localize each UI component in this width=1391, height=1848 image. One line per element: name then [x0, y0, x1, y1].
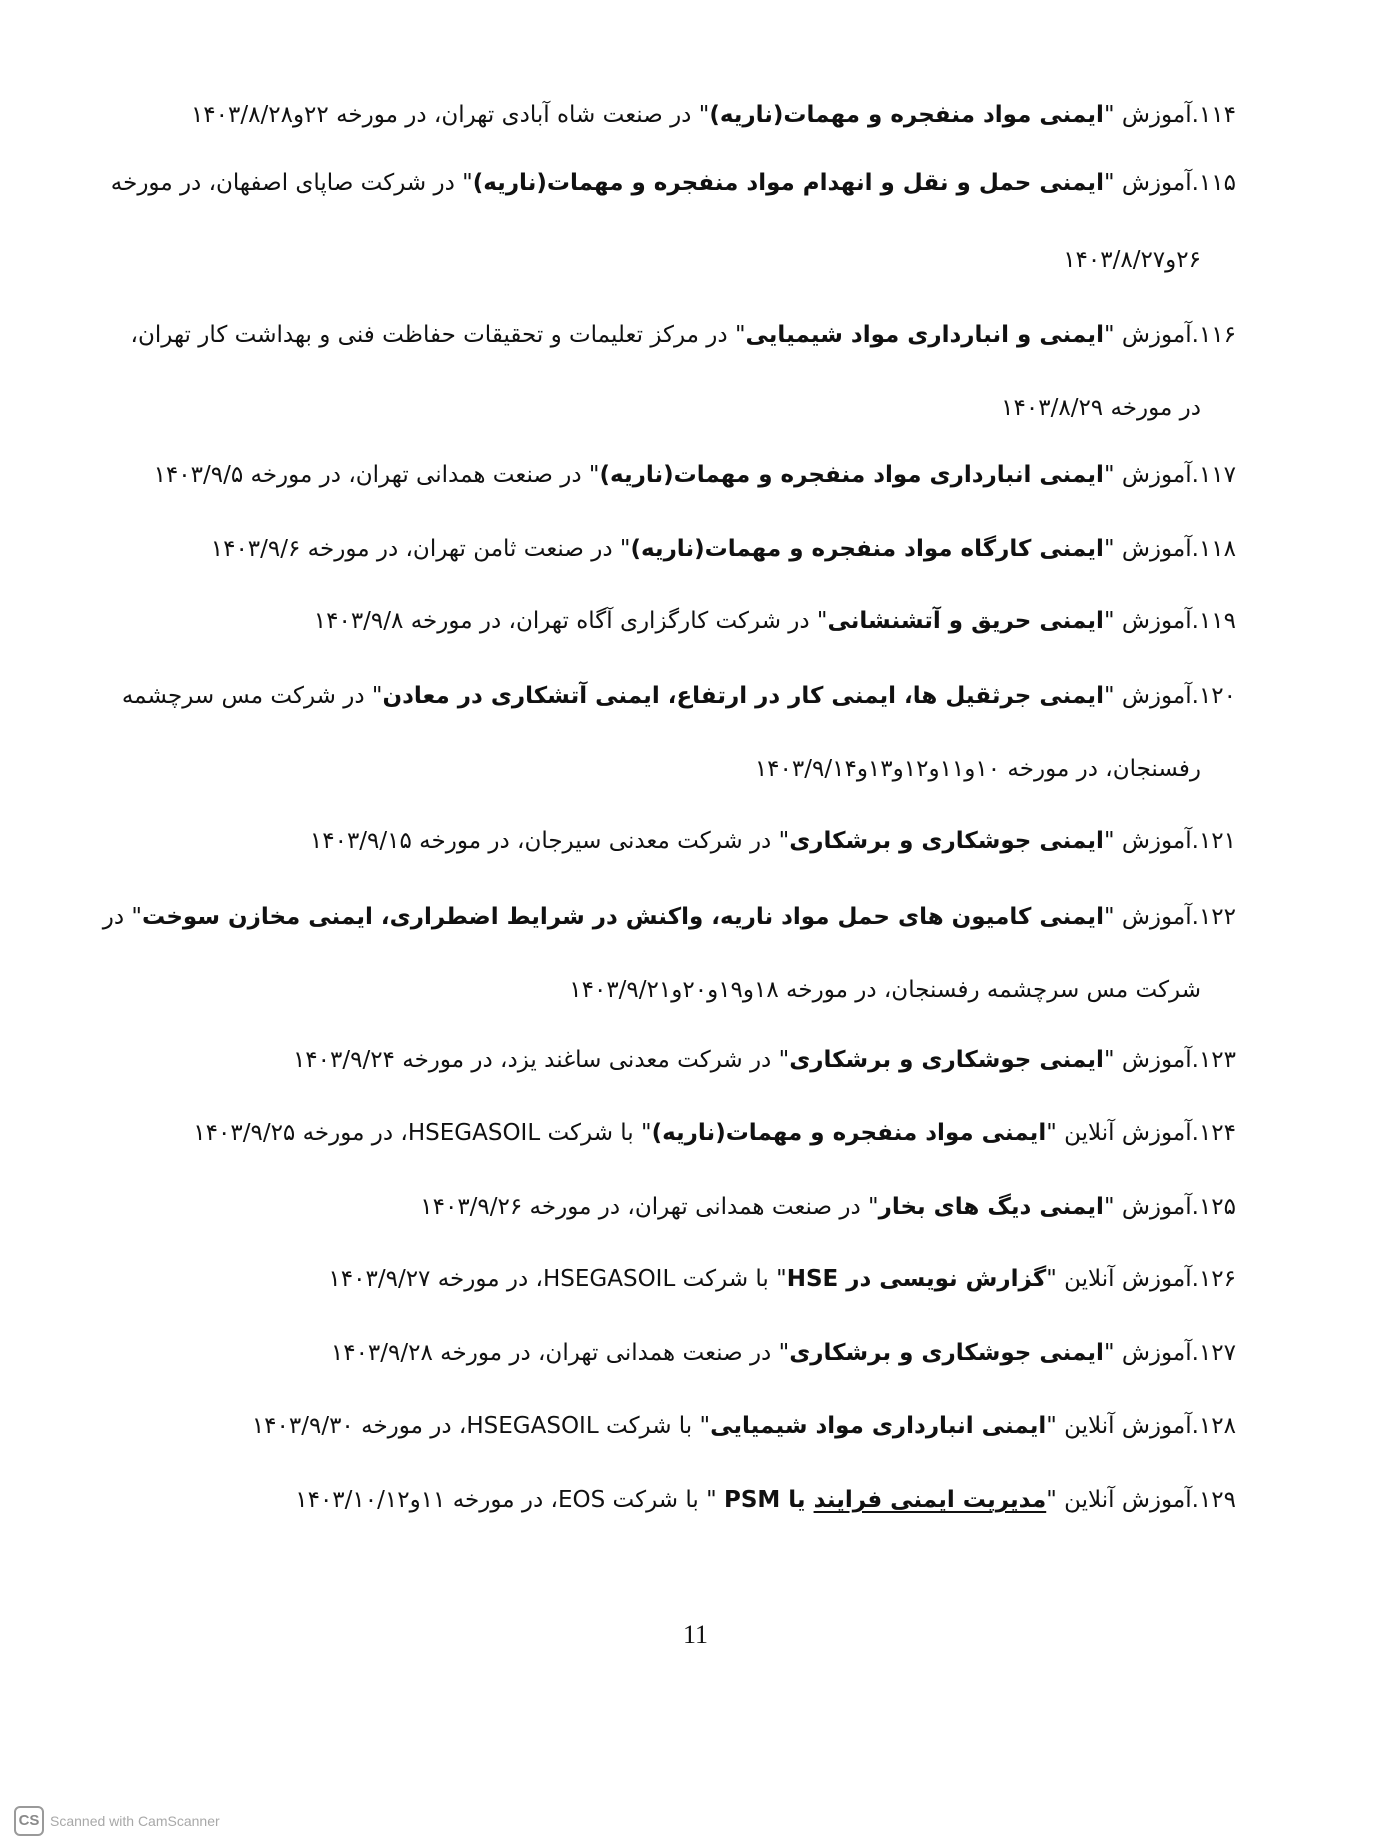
item-details: " در شرکت صاپای اصفهان، در مورخه — [110, 170, 473, 196]
course-title: ایمنی جوشکاری و برشکاری — [789, 828, 1104, 854]
list-item-122-continuation: شرکت مس سرچشمه رفسنجان، در مورخه ۱۸و۱۹و۲۰و۱۴۰۳/۹/۲۱ — [569, 977, 1201, 1003]
list-item-120 — [122, 681, 1236, 711]
list-item-116 — [131, 320, 1236, 350]
item-details: " در صنعت همدانی تهران، در مورخه ۱۴۰۳/۹/۲۶ — [420, 1194, 879, 1220]
item-prefix: آموزش " — [1103, 462, 1192, 488]
item-prefix: آموزش آنلاین " — [1046, 1120, 1192, 1146]
item-details: " در مرکز تعلیمات و تحقیقات حفاظت فنی و بهداشت کار تهران، — [130, 322, 746, 348]
course-title: ایمنی مواد منفجره و مهمات(ناریه) — [651, 1120, 1047, 1146]
list-item-114 — [191, 100, 1236, 130]
list-item-129 — [295, 1485, 1236, 1515]
item-details: " در صنعت همدانی تهران، در مورخه ۱۴۰۳/۹/۲۸ — [330, 1340, 790, 1366]
course-title-underlined: مدیریت ایمنی فرایند — [813, 1487, 1047, 1513]
list-item-128 — [252, 1411, 1236, 1441]
camscanner-watermark: Scanned with CamScanner — [50, 1813, 220, 1829]
item-number: ۱۲۳. — [1191, 1047, 1236, 1073]
list-item-122 — [103, 902, 1236, 932]
item-number: ۱۱۶. — [1191, 322, 1236, 348]
item-number: ۱۱۷. — [1191, 462, 1236, 488]
course-title: ایمنی دیگ های بخار — [878, 1194, 1104, 1220]
item-prefix: آموزش " — [1103, 828, 1192, 854]
item-details: " در شرکت معدنی ساغند یزد، در مورخه ۱۴۰۳/۹/۲۴ — [292, 1047, 790, 1073]
item-prefix: آموزش " — [1103, 1340, 1192, 1366]
item-details: " با شرکت HSEGASOIL، در مورخه ۱۴۰۳/۹/۲۵ — [193, 1120, 652, 1146]
item-details: " در شرکت مس سرچشمه — [121, 683, 383, 709]
item-number: ۱۲۲. — [1191, 904, 1236, 930]
item-details: " در صنعت ثامن تهران، در مورخه ۱۴۰۳/۹/۶ — [210, 536, 631, 562]
course-title: یا PSM — [723, 1487, 814, 1513]
list-item-124 — [193, 1118, 1236, 1148]
list-item-118 — [211, 534, 1236, 564]
item-prefix: آموزش " — [1103, 904, 1192, 930]
list-item-123 — [293, 1045, 1236, 1075]
course-title: ایمنی جوشکاری و برشکاری — [789, 1340, 1104, 1366]
list-item-126 — [328, 1264, 1236, 1294]
item-number: ۱۲۸. — [1191, 1413, 1236, 1439]
item-prefix: آموزش " — [1103, 1194, 1192, 1220]
item-number: ۱۲۵. — [1191, 1194, 1236, 1220]
item-number: ۱۱۸. — [1191, 536, 1236, 562]
course-title: گزارش نویسی در HSE — [786, 1266, 1047, 1292]
list-item-116-continuation: در مورخه ۱۴۰۳/۸/۲۹ — [1001, 395, 1201, 421]
item-details: " با شرکت HSEGASOIL، در مورخه ۱۴۰۳/۹/۲۷ — [328, 1266, 787, 1292]
item-number: ۱۲۴. — [1191, 1120, 1236, 1146]
list-item-120-continuation: رفسنجان، در مورخه ۱۰و۱۱و۱۲و۱۳و۱۴۰۳/۹/۱۴ — [754, 756, 1201, 782]
camscanner-logo-icon: CS — [14, 1806, 44, 1836]
course-title: ایمنی مواد منفجره و مهمات(ناریه) — [709, 102, 1104, 128]
item-prefix: آموزش " — [1103, 1047, 1192, 1073]
item-prefix: آموزش آنلاین " — [1046, 1266, 1192, 1292]
item-prefix: آموزش " — [1103, 170, 1192, 196]
item-details: " در شرکت کارگزاری آگاه تهران، در مورخه ۱۴۰۳/۹/۸ — [313, 608, 828, 634]
item-details: " با شرکت HSEGASOIL، در مورخه ۱۴۰۳/۹/۳۰ — [251, 1413, 711, 1439]
item-prefix: آموزش " — [1103, 102, 1192, 128]
item-number: ۱۲۹. — [1191, 1487, 1236, 1513]
course-title: ایمنی جرثقیل ها، ایمنی کار در ارتفاع، ایمنی آتشکاری در معادن — [382, 683, 1104, 709]
page-number: 11 — [682, 1620, 709, 1649]
course-title: ایمنی حمل و نقل و انهدام مواد منفجره و مهمات(ناریه) — [472, 170, 1104, 196]
course-title: ایمنی و انبارداری مواد شیمیایی — [745, 322, 1104, 348]
item-details: " در صنعت شاه آبادی تهران، در مورخه ۲۲و۱۴۰۳/۸/۲۸ — [190, 102, 710, 128]
item-prefix: آموزش " — [1103, 536, 1192, 562]
item-number: ۱۲۷. — [1191, 1340, 1236, 1366]
course-title: ایمنی انبارداری مواد منفجره و مهمات(ناریه) — [599, 462, 1104, 488]
list-item-121 — [310, 826, 1236, 856]
item-details: " در — [102, 904, 142, 930]
course-title: ایمنی کارگاه مواد منفجره و مهمات(ناریه) — [630, 536, 1104, 562]
list-item-117 — [154, 460, 1236, 490]
list-item-119 — [314, 606, 1236, 636]
item-number: ۱۲۶. — [1191, 1266, 1236, 1292]
item-prefix: آموزش " — [1103, 608, 1192, 634]
item-prefix: آموزش " — [1103, 322, 1192, 348]
course-title: ایمنی جوشکاری و برشکاری — [789, 1047, 1104, 1073]
course-title: ایمنی کامیون های حمل مواد ناریه، واکنش در شرایط اضطراری، ایمنی مخازن سوخت — [141, 904, 1104, 930]
list-item-115 — [111, 168, 1236, 198]
item-prefix: آموزش آنلاین " — [1046, 1487, 1192, 1513]
item-number: ۱۱۹. — [1191, 608, 1236, 634]
item-prefix: آموزش " — [1103, 683, 1192, 709]
item-number: ۱۱۵. — [1191, 170, 1236, 196]
course-title: ایمنی انبارداری مواد شیمیایی — [710, 1413, 1047, 1439]
list-item-127 — [331, 1338, 1236, 1368]
list-item-125 — [420, 1192, 1236, 1222]
item-details: " در شرکت معدنی سیرجان، در مورخه ۱۴۰۳/۹/۱۵ — [309, 828, 790, 854]
item-number: ۱۱۴. — [1191, 102, 1236, 128]
item-number: ۱۲۱. — [1191, 828, 1236, 854]
course-title: ایمنی حریق و آتشنشانی — [827, 608, 1104, 634]
item-prefix: آموزش آنلاین " — [1046, 1413, 1192, 1439]
list-item-115-continuation: ۲۶و۱۴۰۳/۸/۲۷ — [1063, 247, 1201, 273]
item-details: " با شرکت EOS، در مورخه ۱۱و۱۴۰۳/۱۰/۱۲ — [295, 1487, 724, 1513]
item-number: ۱۲۰. — [1191, 683, 1236, 709]
item-details: " در صنعت همدانی تهران، در مورخه ۱۴۰۳/۹/۵ — [153, 462, 600, 488]
